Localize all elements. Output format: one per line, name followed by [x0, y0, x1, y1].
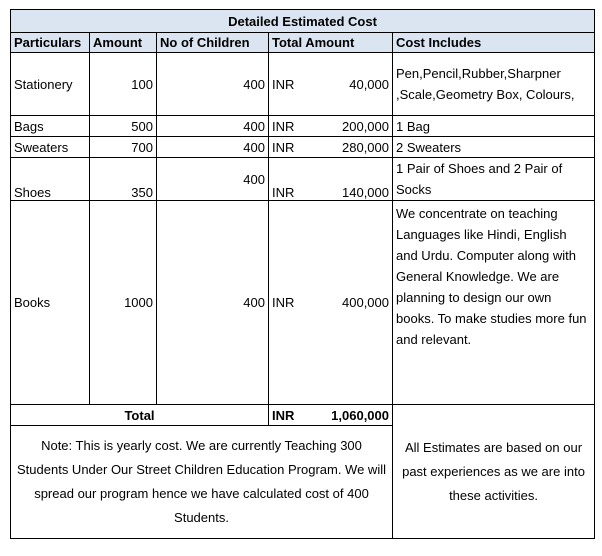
cell-amount: 500 — [90, 116, 157, 137]
cell-includes: 1 Bag — [393, 116, 595, 137]
total-currency: INR — [269, 405, 313, 426]
cell-particulars: Stationery — [11, 53, 90, 116]
table-row — [11, 158, 595, 201]
cell-total: 280,000 — [313, 137, 393, 158]
table-row — [11, 137, 595, 158]
cell-currency: INR — [269, 53, 313, 116]
cell-currency: INR — [269, 137, 313, 158]
cell-currency: INR — [269, 201, 313, 405]
cell-children: 400 — [157, 201, 269, 405]
cell-amount: 350 — [90, 158, 157, 201]
estimates-note: All Estimates are based on our past experiences as we are into these activities. — [393, 405, 595, 539]
cell-particulars: Sweaters — [11, 137, 90, 158]
cell-children: 400 — [157, 137, 269, 158]
header-row — [11, 33, 595, 53]
total-label: Total — [11, 405, 269, 426]
cell-currency: INR — [269, 158, 313, 201]
cell-total: 400,000 — [313, 201, 393, 405]
header-includes: Cost Includes — [393, 33, 595, 53]
table-title: Detailed Estimated Cost — [11, 10, 595, 33]
header-children: No of Children — [157, 33, 269, 53]
cost-sheet — [10, 9, 594, 547]
cell-amount: 700 — [90, 137, 157, 158]
cell-children: 400 — [157, 158, 269, 201]
cell-amount: 100 — [90, 53, 157, 116]
cell-children: 400 — [157, 116, 269, 137]
cell-particulars: Books — [11, 201, 90, 405]
cell-includes: 2 Sweaters — [393, 137, 595, 158]
table-row — [11, 116, 595, 137]
cell-total: 200,000 — [313, 116, 393, 137]
cell-currency: INR — [269, 116, 313, 137]
table-row — [11, 53, 595, 116]
cell-includes: We concentrate on teaching Languages like Hindi, English and Urdu. Computer along with General Knowledge. We are planning to design our own books. To make studies more fun and relevant. — [393, 201, 595, 405]
cell-includes: Pen,Pencil,Rubber,Sharpner ,Scale,Geometry Box, Colours, — [393, 53, 595, 116]
cell-amount: 1000 — [90, 201, 157, 405]
cell-particulars: Bags — [11, 116, 90, 137]
cell-total: 140,000 — [313, 158, 393, 201]
cell-includes: 1 Pair of Shoes and 2 Pair of Socks — [393, 158, 595, 201]
cost-table — [10, 9, 595, 539]
cell-total: 40,000 — [313, 53, 393, 116]
total-amount: 1,060,000 — [313, 405, 393, 426]
yearly-note: Note: This is yearly cost. We are currently Teaching 300 Students Under Our Street Children Education Program. We will spread our program hence we have calculated cost of 400 Students. — [11, 426, 393, 539]
header-particulars: Particulars — [11, 33, 90, 53]
table-row — [11, 201, 595, 405]
header-total: Total Amount — [269, 33, 393, 53]
total-row — [11, 405, 595, 426]
cell-particulars: Shoes — [11, 158, 90, 201]
cell-children: 400 — [157, 53, 269, 116]
header-amount: Amount — [90, 33, 157, 53]
